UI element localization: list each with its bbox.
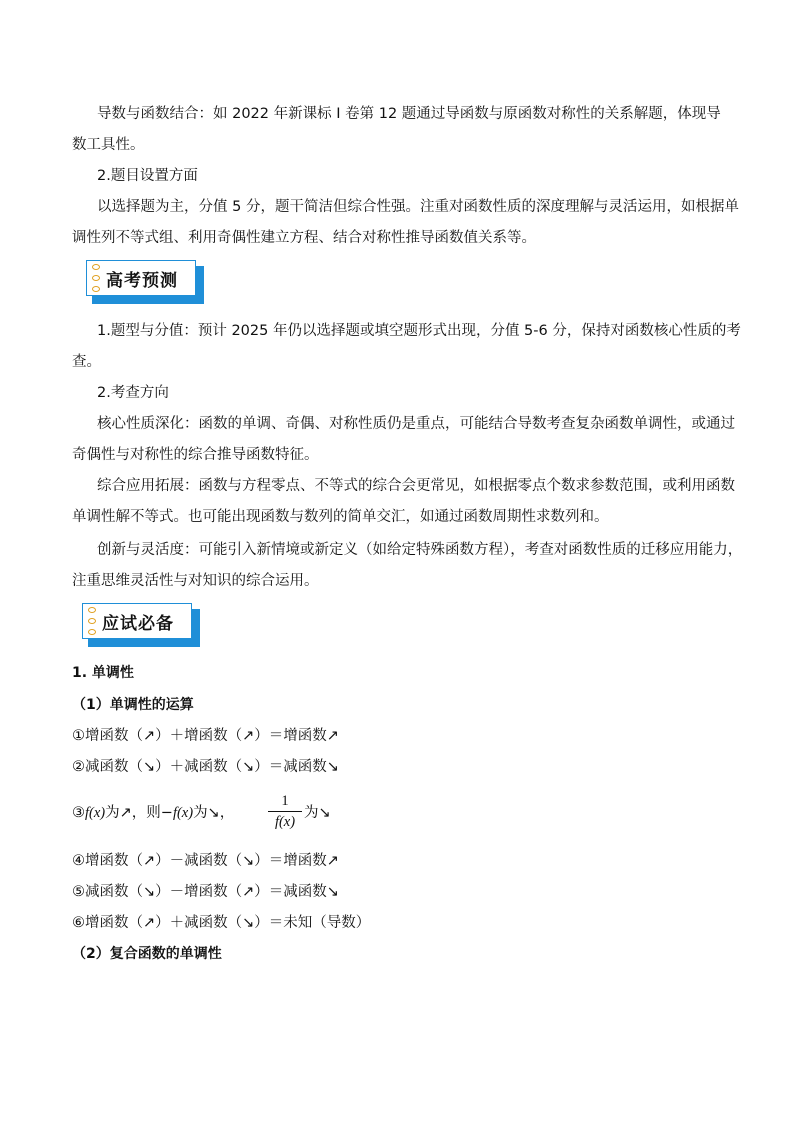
paragraph-line: 数工具性。 — [72, 137, 145, 153]
rule-1: ①增函数（↗）＋增函数（↗）＝增函数↗ — [72, 728, 339, 744]
rule-3-text: 为↗，则− — [105, 805, 173, 821]
math-fx: f(x) — [172, 805, 194, 821]
rule-3 — [72, 803, 234, 823]
paragraph-line: 导数与函数结合：如 2022 年新课标 Ⅰ 卷第 12 题通过导函数与原函数对称性的关系解题，体现导 — [97, 106, 721, 122]
paragraph-line: 1.题型与分值：预计 2025 年仍以选择题或填空题形式出现，分值 5-6 分，保持对函数核心性质的考 — [97, 323, 741, 339]
subheading-composite: （2）复合函数的单调性 — [72, 946, 222, 962]
fraction-bar — [268, 811, 302, 812]
rule-5: ⑤减函数（↘）－增函数（↗）＝减函数↘ — [72, 884, 339, 900]
rule-3-marker: ③ — [72, 805, 85, 821]
subheading-operations: （1）单调性的运算 — [72, 697, 194, 713]
fraction-denominator: f(x) — [274, 814, 296, 830]
rule-2: ②减函数（↘）＋减函数（↘）＝减函数↘ — [72, 759, 339, 775]
binder-rings-icon — [92, 264, 102, 294]
paragraph-line: 以选择题为主，分值 5 分，题干简洁但综合性强。注重对函数性质的深度理解与灵活运用，如根据单 — [97, 199, 739, 215]
paragraph-line: 奇偶性与对称性的综合推导函数特征。 — [72, 447, 319, 463]
paragraph-line: 查。 — [72, 354, 101, 370]
section-title: 应试必备 — [102, 614, 174, 634]
rule-4: ④增函数（↗）－减函数（↘）＝增函数↗ — [72, 853, 339, 869]
paragraph-line: 调性列不等式组、利用奇偶性建立方程、结合对称性推导函数值关系等。 — [72, 230, 536, 246]
section-banner-essentials — [82, 603, 202, 647]
binder-rings-icon — [88, 607, 98, 637]
section-title: 高考预测 — [106, 271, 178, 291]
paragraph-line: 2.题目设置方面 — [97, 168, 198, 184]
fraction-one-over-fx — [268, 792, 302, 831]
paragraph-line: 核心性质深化：函数的单调、奇偶、对称性质仍是重点，可能结合导数考查复杂函数单调性，或通过 — [97, 416, 735, 432]
paragraph-line: 综合应用拓展：函数与方程零点、不等式的综合会更常见，如根据零点个数求参数范围，或利用函数 — [97, 478, 735, 494]
paragraph-line: 注重思维灵活性与对知识的综合运用。 — [72, 573, 319, 589]
rule-6: ⑥增函数（↗）＋减函数（↘）＝未知（导数） — [72, 915, 371, 931]
paragraph-line: 2.考查方向 — [97, 385, 169, 401]
rule-3-suffix: 为↘ — [304, 805, 331, 821]
heading-monotonicity: 1. 单调性 — [72, 665, 134, 681]
fraction-numerator: 1 — [281, 793, 289, 809]
paragraph-line: 创新与灵活度：可能引入新情境或新定义（如给定特殊函数方程），考查对函数性质的迁移应用能力， — [97, 542, 743, 558]
paragraph-line: 单调性解不等式。也可能出现函数与数列的简单交汇，如通过函数周期性求数列和。 — [72, 509, 609, 525]
section-banner-forecast — [86, 260, 206, 304]
rule-3-text: 为↘， — [193, 805, 235, 821]
math-fx: f(x) — [85, 805, 106, 821]
